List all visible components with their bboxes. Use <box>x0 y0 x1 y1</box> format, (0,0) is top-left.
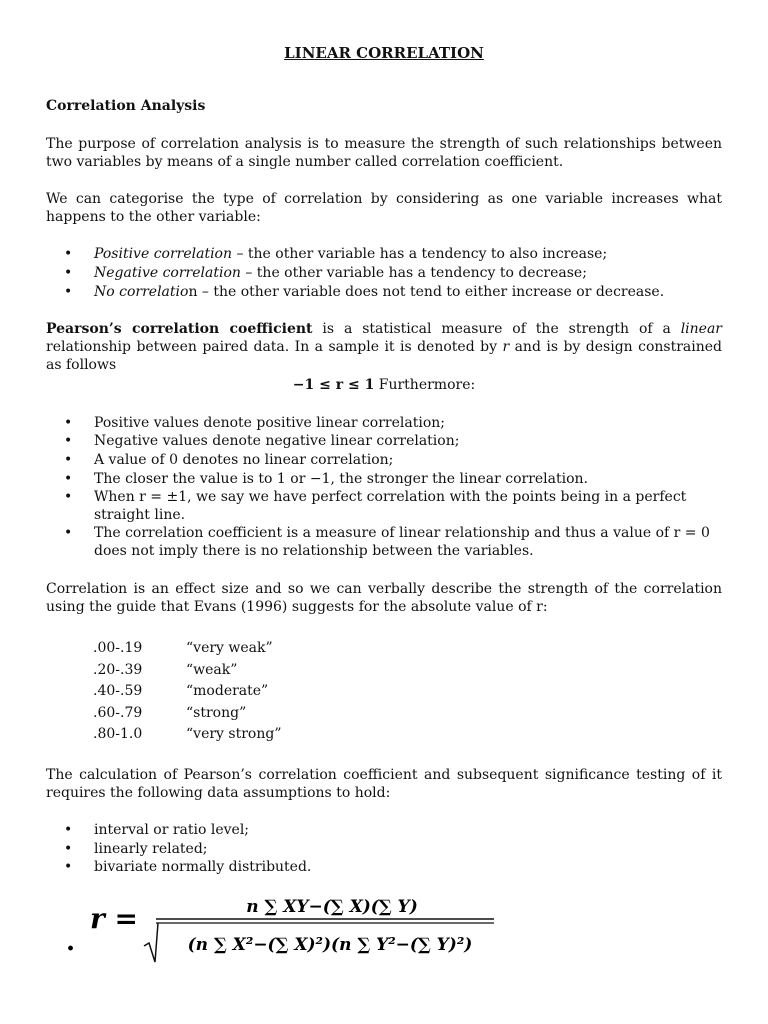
guide-label: “weak” <box>186 662 238 678</box>
type-term: Positive correlation <box>94 246 233 262</box>
property-text: Positive values denote positive linear correlation; <box>94 415 445 431</box>
calculation-paragraph: The calculation of Pearson’s correlation coefficient and subsequent significance testing of it requires the following data assumptions to hold: <box>46 767 722 801</box>
list-item <box>64 840 722 858</box>
pearson-text-b: relationship between paired data. In a sample it is denoted by <box>46 339 503 355</box>
list-item <box>64 858 722 876</box>
list-item <box>64 264 722 282</box>
categorise-paragraph: We can categorise the type of correlation by considering as one variable increases what happens to the other variable: <box>46 191 722 225</box>
property-text: When r = ±1, we say we have perfect correlation with the points being in a perfect straight line. <box>94 489 687 523</box>
bullet-icon: • <box>64 859 73 875</box>
formula-numerator: n ∑ XY−(∑ X)(∑ Y) <box>246 897 418 917</box>
bullet-icon: • <box>64 415 73 431</box>
guide-label: “strong” <box>186 705 247 721</box>
assumption-text: interval or ratio level; <box>94 822 250 838</box>
bullet-icon: • <box>64 525 73 541</box>
list-item <box>64 432 722 450</box>
property-text: A value of 0 denotes no linear correlation; <box>94 452 394 468</box>
constraint-line <box>0 376 768 394</box>
effect-size-paragraph: Correlation is an effect size and so we can verbally describe the strength of the correlation using the guide that Evans (1996) suggests for the absolute value of r: <box>46 581 722 615</box>
pearson-term: Pearson’s correlation coefficient <box>46 321 313 337</box>
pearson-formula <box>60 888 530 968</box>
list-item <box>64 451 722 469</box>
pearson-paragraph <box>46 320 722 374</box>
bullet-icon: • <box>64 284 73 300</box>
page-title: LINEAR CORRELATION <box>284 44 484 62</box>
bullet-icon: • <box>64 265 73 281</box>
section-heading: Correlation Analysis <box>46 98 206 114</box>
bullet-icon: • <box>64 489 73 505</box>
pearson-linear: linear <box>680 321 722 337</box>
list-item <box>64 821 722 839</box>
type-desc: – the other variable has a tendency to decrease; <box>240 265 587 281</box>
pearson-r: r <box>502 339 510 355</box>
purpose-paragraph: The purpose of correlation analysis is to measure the strength of such relationships between two variables by means of a single number called correlation coefficient. <box>46 136 722 170</box>
pearson-text-c: and is by design constrained as follows <box>46 339 722 373</box>
guide-range: .40-.59 <box>93 683 143 699</box>
type-term: No correlatio <box>94 284 189 300</box>
assumption-text: linearly related; <box>94 841 208 857</box>
guide-label: “very strong” <box>186 726 282 742</box>
bullet-icon: • <box>64 246 73 262</box>
radical-sign <box>144 923 158 962</box>
guide-range: .20-.39 <box>93 662 143 678</box>
list-item <box>64 488 722 524</box>
property-text: The correlation coefficient is a measure of linear relationship and thus a value of r = 0 does not imply there is no relationship between the variables. <box>94 525 710 559</box>
type-term: Negative correlation <box>94 265 241 281</box>
bullet-icon: • <box>64 471 73 487</box>
constraint-formula: −1 ≤ r ≤ 1 <box>292 377 375 393</box>
type-desc: n – the other variable does not tend to either increase or decrease. <box>188 284 665 300</box>
guide-range: .80-1.0 <box>93 726 143 742</box>
type-desc: – the other variable has a tendency to also increase; <box>232 246 608 262</box>
formula-bullet: . <box>66 927 76 957</box>
list-item <box>64 414 722 432</box>
guide-range: .60-.79 <box>93 705 143 721</box>
bullet-icon: • <box>64 452 73 468</box>
property-text: Negative values denote negative linear correlation; <box>94 433 460 449</box>
guide-label: “very weak” <box>186 640 273 656</box>
bullet-icon: • <box>64 433 73 449</box>
guide-range: .00-.19 <box>93 640 143 656</box>
bullet-icon: • <box>64 841 73 857</box>
pearson-text-a: is a statistical measure of the strength of a <box>312 321 681 337</box>
formula-lhs: r = <box>90 902 138 935</box>
formula-denominator: (n ∑ X²−(∑ X)²)(n ∑ Y²−(∑ Y)²) <box>187 935 473 955</box>
list-item <box>64 283 722 301</box>
furthermore-text: Furthermore: <box>374 377 476 393</box>
bullet-icon: • <box>64 822 73 838</box>
list-item <box>64 245 722 263</box>
property-text: The closer the value is to 1 or −1, the stronger the linear correlation. <box>94 471 588 487</box>
list-item <box>64 524 722 560</box>
list-item <box>64 470 722 488</box>
assumption-text: bivariate normally distributed. <box>94 859 312 875</box>
guide-label: “moderate” <box>186 683 269 699</box>
